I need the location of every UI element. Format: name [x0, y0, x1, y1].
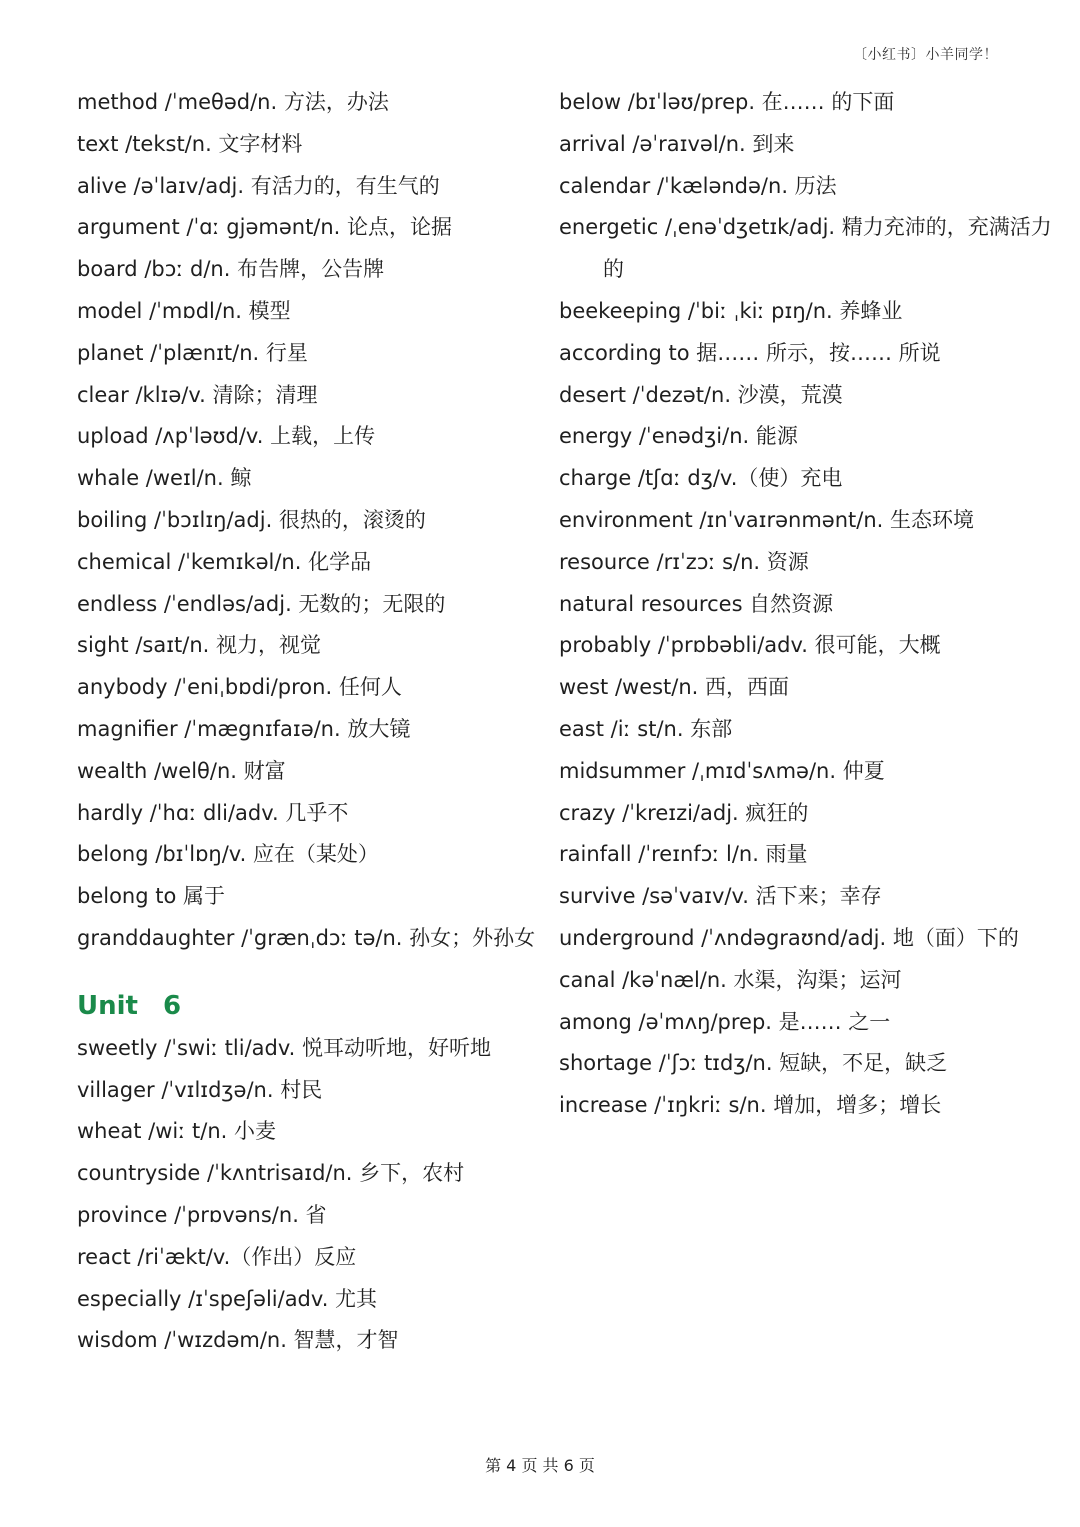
vocab-entry: energetic /ˌenəˈdʒetɪk/adj. 精力充沛的，充满活力的: [559, 215, 1052, 282]
vocab-entry: belong /bɪˈlɒŋ/v. 应在（某处）: [77, 842, 379, 867]
vocab-entry: midsummer /ˌmɪdˈsʌmə/n. 仲夏: [559, 758, 885, 783]
vocab-entry: granddaughter /ˈgrænˌdɔː tə/n. 孙女；外孙女: [77, 925, 536, 950]
vocab-entry: underground /ˈʌndəgraʊnd/adj. 地（面）下的: [559, 925, 1019, 950]
vocab-entry: wisdom /ˈwɪzdəm/n. 智慧，才智: [77, 1328, 399, 1353]
vocab-entry: environment /ɪnˈvaɪrənmənt/n. 生态环境: [559, 507, 974, 532]
vocab-entry: calendar /ˈkæləndə/n. 历法: [559, 173, 837, 198]
vocab-entry: upload /ʌpˈləʊd/v. 上载，上传: [77, 424, 376, 449]
header-note: 〔小红书〕小羊同学！: [853, 47, 998, 63]
vocab-entry: natural resources 自然资源: [559, 591, 834, 616]
vocab-entry: shortage /ˈʃɔː tɪdʒ/n. 短缺，不足，缺乏: [559, 1051, 948, 1076]
vocab-entry: survive /səˈvaɪv/v. 活下来；幸存: [559, 884, 882, 909]
vocab-entry: magnifier /ˈmægnɪfaɪə/n. 放大镜: [77, 716, 411, 741]
vocab-entry: west /west/n. 西，西面: [559, 675, 790, 700]
vocab-entry: model /ˈmɒdl/n. 模型: [77, 298, 291, 323]
vocab-entry: wheat /wiː t/n. 小麦: [77, 1119, 276, 1144]
vocab-entry: below /bɪˈləʊ/prep. 在…… 的下面: [559, 90, 895, 114]
vocab-entry: east /iː st/n. 东部: [559, 716, 733, 741]
vocab-entry: canal /kəˈnæl/n. 水渠，沟渠；运河: [559, 967, 902, 992]
vocab-entry: belong to 属于: [77, 884, 226, 909]
vocab-entry: whale /weɪl/n. 鲸: [77, 466, 252, 491]
vocab-entry: chemical /ˈkemɪkəl/n. 化学品: [77, 549, 372, 574]
vocab-entry: charge /tʃɑː dʒ/v.（使）充电: [559, 466, 843, 491]
vocab-entry: energy /ˈenədʒi/n. 能源: [559, 424, 798, 449]
vocab-entry: villager /ˈvɪlɪdʒə/n. 村民: [77, 1077, 323, 1102]
vocab-entry: anybody /ˈeniˌbɒdi/pron. 任何人: [77, 675, 402, 700]
vocab-entry: react /riˈækt/v.（作出）反应: [77, 1244, 357, 1269]
vocab-entry: province /ˈprɒvəns/n. 省: [77, 1202, 327, 1227]
vocab-entry: sweetly /ˈswiː tli/adv. 悦耳动听地，好听地: [77, 1035, 492, 1060]
vocab-entry: alive /əˈlaɪv/adj. 有活力的，有生气的: [77, 173, 440, 198]
vocab-entry: wealth /welθ/n. 财富: [77, 758, 286, 783]
vocab-entry: probably /ˈprɒbəbli/adv. 很可能，大概: [559, 633, 941, 658]
vocab-entry: text /tekst/n. 文字材料: [77, 131, 303, 156]
vocab-entry: resource /rɪˈzɔː s/n. 资源: [559, 549, 809, 574]
right-column: [559, 82, 1052, 1127]
vocab-entry: among /əˈmʌŋ/prep. 是…… 之一: [559, 1009, 891, 1034]
vocab-entry: arrival /əˈraɪvəl/n. 到来: [559, 131, 795, 156]
vocab-entry: according to 据…… 所示，按…… 所说: [559, 340, 941, 365]
vocab-entry: beekeeping /ˈbiː ˌkiː pɪŋ/n. 养蜂业: [559, 298, 903, 323]
vocab-entry: rainfall /ˈreɪnfɔː l/n. 雨量: [559, 842, 808, 867]
vocab-entry: countryside /ˈkʌntrisaɪd/n. 乡下，农村: [77, 1161, 465, 1186]
vocab-entry: sight /saɪt/n. 视力，视觉: [77, 633, 321, 658]
vocab-entry: hardly /ˈhɑː dli/adv. 几乎不: [77, 800, 349, 825]
unit-heading: Unit 6: [77, 990, 182, 1021]
vocab-entry: increase /ˈɪŋkriː s/n. 增加，增多；增长: [559, 1093, 942, 1118]
page-number: 第 4 页 共 6 页: [485, 1456, 595, 1475]
left-column: [77, 82, 536, 1362]
vocab-entry: boiling /ˈbɔɪlɪŋ/adj. 很热的，滚烫的: [77, 507, 426, 532]
vocab-entry: method /ˈmeθəd/n. 方法，办法: [77, 90, 389, 114]
vocab-entry: desert /ˈdezət/n. 沙漠，荒漠: [559, 382, 843, 407]
vocab-entry: board /bɔː d/n. 布告牌，公告牌: [77, 257, 385, 282]
vocab-entry: argument /ˈɑː gjəmənt/n. 论点，论据: [77, 215, 453, 240]
vocab-entry: clear /klɪə/v. 清除；清理: [77, 382, 318, 407]
vocab-entry: endless /ˈendləs/adj. 无数的；无限的: [77, 591, 446, 616]
vocab-entry: crazy /ˈkreɪzi/adj. 疯狂的: [559, 800, 809, 825]
vocab-entry: planet /ˈplænɪt/n. 行星: [77, 340, 308, 365]
vocab-entry: especially /ɪˈspeʃəli/adv. 尤其: [77, 1286, 378, 1311]
